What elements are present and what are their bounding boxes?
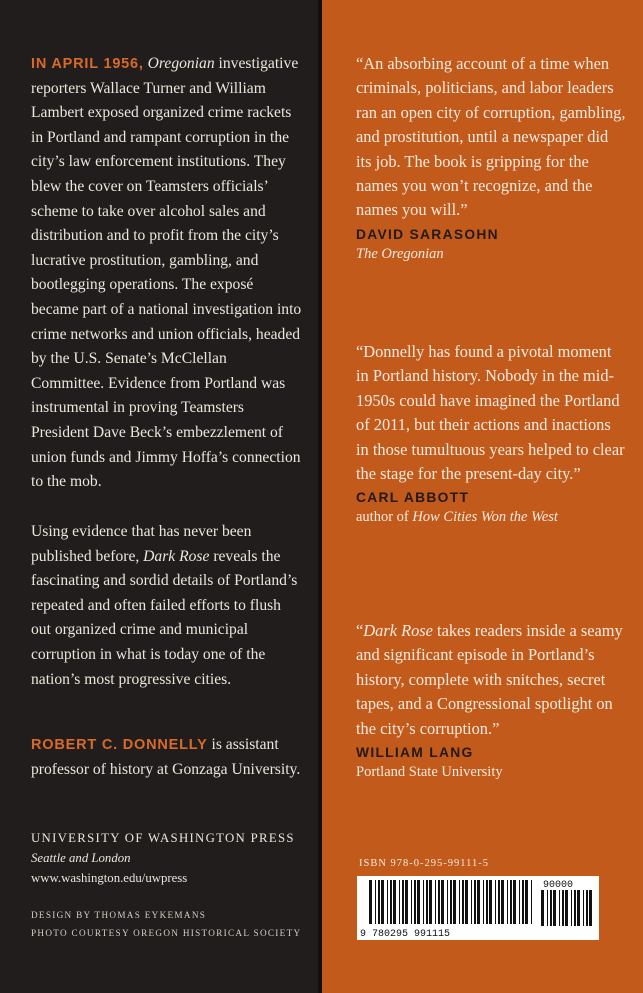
publisher-location: Seattle and London (31, 851, 131, 865)
blurb-affiliation (356, 507, 626, 527)
author-name: ROBERT C. DONNELLY (31, 737, 208, 753)
synopsis-paragraph-2 (31, 520, 303, 692)
quote-text: takes readers inside a seamy and significant episode in Portland’s history, complete with snitches, secret tapes, and a Congressional spotlight on the city’s corruption.” (356, 621, 623, 738)
blurb-affiliation: Portland State University (356, 764, 503, 781)
synopsis-text-1: investigative reporters Wallace Turner and William Lambert exposed organized crime rackets in Portland and rampant corruption in the city’s law enforcement institutions. They blew the cover on Teamsters officials’ scheme to take over alcohol sales and distribution and to profit from the city’s lucrative prostitution, gambling, and bootlegging operations. The exposé became part of a national investigation into crime networks and union officials, headed by the U.S. Senate’s McClellan Committee. Evidence from Portland was instrumental in proving Teamsters President Dave Beck’s embezzlement of union funds and Jimmy Hoffa’s connection to the mob. (31, 55, 302, 491)
barcode-addon-digits: 90000 (543, 880, 574, 891)
blurb-quote: “An absorbing account of a time when criminals, politicians, and labor leaders ran an open city of corruption, gambling, and prostitution, until a newspaper did its job. The book is gripping for the names you won’t recognize, and the names you will.” (356, 54, 626, 220)
barcode-graphic (357, 876, 599, 940)
publisher-url: www.washington.edu/uwpress (31, 871, 188, 885)
author-bio-text: is assistant professor of history at Gonzaga University. (31, 736, 301, 778)
synopsis-lead-in: IN APRIL 1956, (31, 56, 144, 72)
author-bio (31, 733, 303, 782)
synopsis-paragraph-1 (31, 52, 303, 495)
synopsis-text-2b: reveals the fascinating and sordid details of Portland’s repeated and often failed efforts to flush out organized crime and municipal corruption in what is today one of the nation’s most progressive cities. (31, 547, 298, 688)
publisher-name: UNIVERSITY OF WASHINGTON PRESS (31, 831, 295, 845)
isbn: ISBN 978-0-295-99111-5 (359, 858, 490, 869)
blurb-author: CARL ABBOTT (356, 490, 470, 506)
blurb-sarasohn (356, 52, 626, 264)
design-credit: DESIGN BY THOMAS EYKEMANS (31, 910, 207, 920)
book-title: Dark Rose (143, 547, 210, 565)
affiliation-prefix: author of (356, 509, 413, 526)
blurb-author: DAVID SARASOHN (356, 226, 499, 242)
credits-block (31, 906, 311, 942)
blurb-author: WILLIAM LANG (356, 745, 474, 761)
blurb-lang (356, 619, 626, 782)
quote-book-title: Dark Rose (363, 621, 433, 640)
back-cover-left-panel (0, 0, 318, 993)
blurb-quote (356, 619, 626, 741)
blurb-quote: “Donnelly has found a pivotal moment in Portland history. Nobody in the mid-1950s could have imagined the Portland of 2011, but their actions and inactions in those tumultuous years helped to clear the stage for the present-day city.” (356, 342, 625, 484)
back-cover-right-panel (322, 0, 643, 993)
barcode-main-bars (369, 880, 532, 924)
affiliation-book-title: How Cities Won the West (412, 509, 558, 526)
newspaper-title: Oregonian (147, 55, 215, 72)
quote-open-mark: “ (356, 621, 364, 640)
synopsis-text-2a: Using evidence that has never been published before, (31, 523, 252, 565)
barcode-digits: 9 780295 991115 (360, 929, 451, 940)
blurb-affiliation: The Oregonian (356, 245, 444, 262)
blurb-abbott (356, 340, 626, 527)
barcode (357, 876, 599, 940)
barcode-addon-bars (541, 890, 592, 926)
photo-credit: PHOTO COURTESY OREGON HISTORICAL SOCIETY (31, 928, 302, 938)
publisher-block (31, 828, 306, 888)
